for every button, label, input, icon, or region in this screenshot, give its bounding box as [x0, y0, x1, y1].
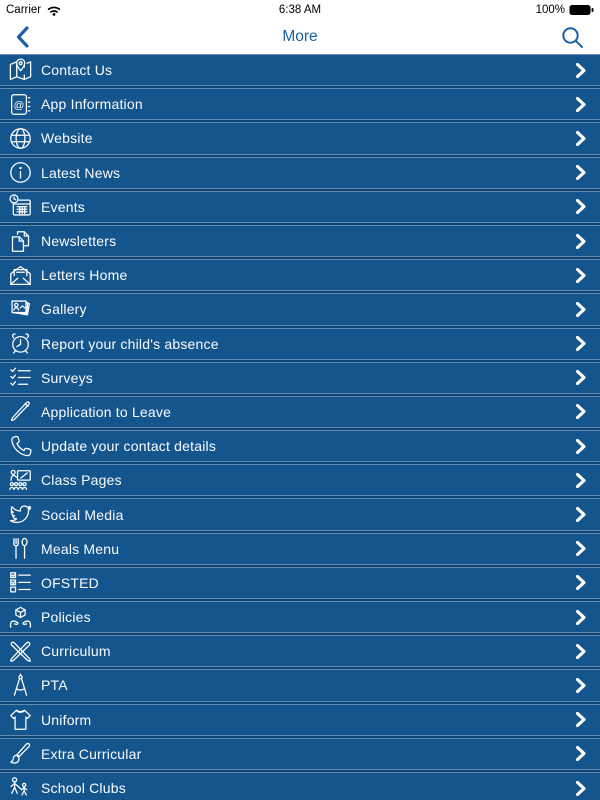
pencil-icon — [7, 398, 34, 425]
chevron-right-icon — [576, 234, 586, 249]
chevron-right-icon — [576, 302, 586, 317]
menu-item-label: Report your child's absence — [41, 335, 219, 352]
menu-item-surveys[interactable] — [0, 362, 600, 394]
menu-item-label: Uniform — [41, 711, 92, 728]
chevron-right-icon — [576, 712, 586, 727]
paintbrush-icon — [7, 740, 34, 767]
menu-item-label: OFSTED — [41, 574, 99, 591]
chevron-right-icon — [576, 97, 586, 112]
menu-item-label: Letters Home — [41, 267, 128, 284]
alarm-clock-icon — [7, 330, 34, 357]
menu-item-label: Gallery — [41, 301, 87, 318]
menu-item-label: Application to Leave — [41, 403, 172, 420]
chevron-right-icon — [576, 336, 586, 351]
chevron-right-icon — [576, 199, 586, 214]
chevron-right-icon — [576, 268, 586, 283]
children-icon — [7, 775, 34, 800]
menu-item-curriculum[interactable] — [0, 635, 600, 667]
globe-icon — [7, 125, 34, 152]
menu-item-label: PTA — [41, 677, 68, 694]
menu-item-meals-menu[interactable] — [0, 533, 600, 565]
menu-item-class-pages[interactable] — [0, 464, 600, 496]
menu-item-newsletters[interactable] — [0, 225, 600, 257]
menu-item-uniform[interactable] — [0, 704, 600, 736]
menu-item-pta[interactable] — [0, 669, 600, 701]
navigation-bar — [0, 20, 600, 54]
chevron-right-icon — [576, 746, 586, 761]
map-pin-icon — [7, 57, 34, 84]
chevron-right-icon — [576, 473, 586, 488]
clock-label: 6:38 AM — [278, 4, 322, 16]
address-book-at-icon — [7, 91, 34, 118]
carrier-label: Carrier — [6, 4, 42, 16]
menu-item-label: Social Media — [41, 506, 124, 523]
chevron-right-icon — [576, 131, 586, 146]
menu-item-gallery[interactable] — [0, 293, 600, 325]
chevron-right-icon — [576, 370, 586, 385]
info-icon — [7, 159, 34, 186]
menu-list — [0, 54, 600, 800]
menu-item-label: Events — [41, 198, 85, 215]
menu-item-label: Contact Us — [41, 62, 113, 79]
crossed-pencils-icon — [7, 638, 34, 665]
menu-item-letters-home[interactable] — [0, 259, 600, 291]
menu-item-school-clubs[interactable] — [0, 772, 600, 800]
svg-text:@: @ — [13, 99, 25, 112]
menu-item-label: Policies — [41, 609, 91, 626]
chevron-right-icon — [576, 678, 586, 693]
menu-item-label: Meals Menu — [41, 540, 120, 557]
menu-item-label: Update your contact details — [41, 438, 217, 455]
page-title: More — [282, 28, 318, 45]
menu-item-label: School Clubs — [41, 780, 126, 797]
chevron-right-icon — [576, 165, 586, 180]
menu-item-label: Latest News — [41, 164, 121, 181]
menu-item-app-information[interactable] — [0, 88, 600, 120]
checklist-icon — [7, 364, 34, 391]
phone-icon — [7, 433, 34, 460]
compass-icon — [7, 672, 34, 699]
menu-item-ofsted[interactable] — [0, 567, 600, 599]
back-button[interactable] — [16, 26, 29, 48]
search-button[interactable] — [561, 26, 584, 49]
chevron-right-icon — [576, 610, 586, 625]
chevron-right-icon — [576, 781, 586, 796]
menu-item-update-your-contact-details[interactable] — [0, 430, 600, 462]
documents-icon — [7, 228, 34, 255]
classroom-icon — [7, 467, 34, 494]
menu-item-application-to-leave[interactable] — [0, 396, 600, 428]
tshirt-icon — [7, 706, 34, 733]
menu-item-extra-curricular[interactable] — [0, 738, 600, 770]
battery-percent-label: 100% — [535, 4, 565, 16]
menu-item-label: Surveys — [41, 369, 93, 386]
photos-icon — [7, 296, 34, 323]
menu-item-website[interactable] — [0, 122, 600, 154]
chevron-right-icon — [576, 644, 586, 659]
twitter-bird-icon — [7, 501, 34, 528]
menu-item-label: Curriculum — [41, 643, 111, 660]
menu-item-contact-us[interactable] — [0, 54, 600, 86]
chevron-right-icon — [576, 541, 586, 556]
checkbox-list-icon — [7, 569, 34, 596]
menu-item-social-media[interactable] — [0, 498, 600, 530]
menu-item-latest-news[interactable] — [0, 157, 600, 189]
menu-item-policies[interactable] — [0, 601, 600, 633]
menu-item-label: Class Pages — [41, 472, 122, 489]
chevron-left-icon — [16, 26, 29, 48]
wifi-icon — [46, 4, 62, 16]
calendar-clock-icon — [7, 193, 34, 220]
chevron-right-icon — [576, 404, 586, 419]
status-bar — [0, 0, 600, 20]
search-icon — [561, 26, 584, 49]
menu-item-events[interactable] — [0, 191, 600, 223]
menu-item-report-your-child-s-absence[interactable] — [0, 328, 600, 360]
cutlery-icon — [7, 535, 34, 562]
chevron-right-icon — [576, 507, 586, 522]
menu-item-label: Website — [41, 130, 93, 147]
chevron-right-icon — [576, 439, 586, 454]
menu-item-label: App Information — [41, 96, 143, 113]
chevron-right-icon — [576, 575, 586, 590]
menu-item-label: Extra Curricular — [41, 745, 142, 762]
battery-icon — [569, 4, 594, 16]
chevron-right-icon — [576, 63, 586, 78]
open-envelope-icon — [7, 262, 34, 289]
hands-box-icon — [7, 604, 34, 631]
menu-item-label: Newsletters — [41, 233, 117, 250]
